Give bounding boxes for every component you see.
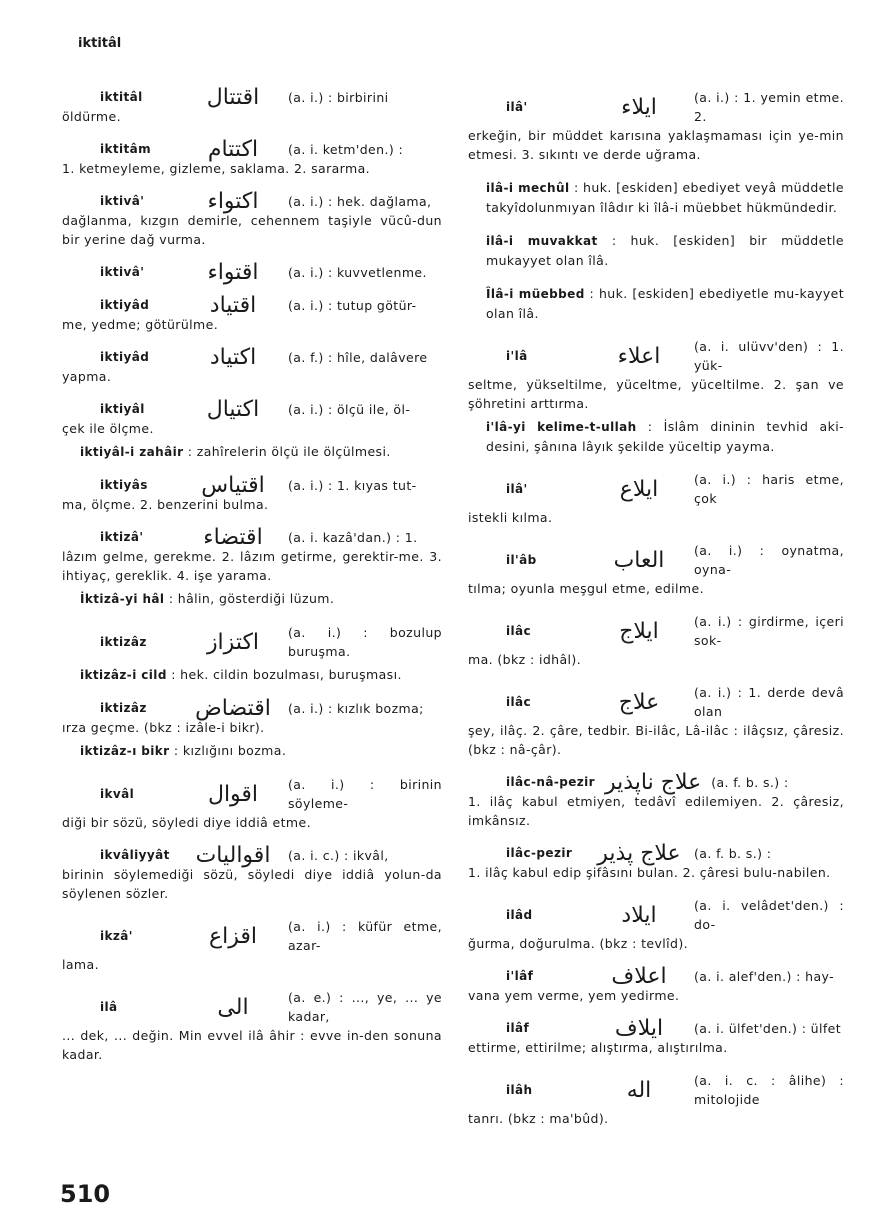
arabic-script: اكتواء [207, 189, 259, 214]
definition: (a. i.) : haris etme, çok [694, 472, 844, 506]
arabic-script: اعلاء [617, 343, 661, 369]
dictionary-entry [62, 189, 442, 249]
headword: ilâh [506, 1082, 533, 1097]
headword: ilâ-i mechûl [486, 181, 570, 195]
definition: (a. i.) : küfür etme, azar- [288, 919, 442, 953]
headword: iktivâ' [100, 265, 145, 279]
definition: (a. i.) : kuvvetlenme. [288, 265, 427, 280]
dictionary-entry [468, 612, 844, 669]
definition-continued: erkeğin, bir müddet karısına yaklaşmaması için ye-min etmesi. 3. sıkıntı ve derde uğrama. [468, 128, 844, 162]
arabic-script: ايلاء [621, 94, 657, 120]
dictionary-entry [62, 260, 442, 285]
arabic-script: اعلاف [611, 964, 667, 989]
dictionary-entry [468, 541, 844, 598]
headword: ilâ' [506, 99, 528, 114]
sub-entry [468, 284, 844, 323]
headword: ilâ-i muvakkat [486, 234, 598, 248]
definition: (a. i.) : birbirini [288, 90, 389, 105]
definition-continued: öldürme. [62, 109, 121, 124]
definition-continued: diği bir sözü, söyledi diye iddiâ etme. [62, 815, 311, 830]
arabic-script: العاب [613, 547, 665, 573]
headword: İktizâ-yi hâl [80, 592, 165, 606]
arabic-script: اكتتام [207, 137, 259, 162]
definition: : kızlığını bozma. [173, 743, 287, 758]
arabic-script: اقوال [207, 781, 259, 807]
definition-continued: ma, ölçme. 2. benzerini bulma. [62, 497, 269, 512]
arabic-script: اقتياس [201, 473, 265, 498]
left-column [62, 85, 442, 1078]
dictionary-entry [62, 85, 442, 126]
arabic-script: اقواليات [195, 843, 271, 868]
definition-continued: dağlanma, kızgın demirle, cehennem taşiyle vücû-dun bir yerine dağ vurma. [62, 213, 442, 247]
definition: (a. i.) : birinin söyleme- [288, 777, 442, 811]
arabic-script: اقزاع [208, 923, 257, 949]
dictionary-entry [468, 470, 844, 527]
dictionary-entry [468, 964, 844, 1005]
definition: (a. i.) : bozulup buruşma. [288, 625, 442, 659]
arabic-script: علاج [618, 689, 660, 715]
headword: iktitâm [100, 142, 152, 156]
arabic-script: اقتياد [209, 293, 257, 318]
headword: ikvâl [100, 786, 135, 801]
dictionary-entry [62, 988, 442, 1064]
dictionary-entry [468, 1016, 844, 1057]
definition: (a. i. ulüvv'den) : 1. yük- [694, 339, 844, 373]
definition-continued: vana yem verme, yem yedirme. [468, 988, 680, 1003]
definition-continued: birinin söylemediği sözü, söyledi diye iddiâ yolun-da söylenen sözler. [62, 867, 442, 901]
headword: iktiyâl [100, 402, 145, 416]
sub-entry [62, 741, 442, 761]
dictionary-entry [468, 1071, 844, 1128]
definition-continued: 1. ketmeyleme, gizleme, saklama. 2. sararma. [62, 161, 370, 176]
arabic-script: ايلاد [621, 902, 657, 928]
dictionary-entry [62, 473, 442, 514]
headword: ilâf [506, 1021, 530, 1035]
headword: iktiyâl-i zahâir [80, 445, 184, 459]
arabic-script: الى [217, 994, 249, 1020]
sub-entry [62, 589, 442, 609]
sub-entry [468, 178, 844, 217]
definition: : huk. [eskiden] bir müddetle mukayyet olan îlâ. [486, 233, 844, 268]
dictionary-entry [468, 683, 844, 759]
definition: : hek. cildin bozulması, buruşması. [171, 667, 402, 682]
dictionary-entry [468, 841, 844, 882]
definition: (a. i. c.) : ikvâl, [288, 848, 389, 863]
headword: iktizâz [100, 634, 147, 649]
headword: ilâc-pezir [506, 846, 573, 860]
dictionary-entry [62, 293, 442, 334]
headword: ilâd [506, 907, 533, 922]
arabic-script: اقتتال [206, 85, 260, 110]
dictionary-entry [62, 696, 442, 737]
dictionary-entry [62, 917, 442, 974]
definition-continued: yapma. [62, 369, 112, 384]
definition: : İslâm dininin tevhid aki-desini, şânına lâyık şekilde yüceltip yayma. [486, 419, 845, 454]
arabic-script: اقتضاء [203, 525, 263, 550]
definition: (a. i.) : oynatma, oyna- [694, 543, 844, 577]
definition: (a. i.) : 1. yemin etme. 2. [694, 90, 844, 124]
headword: ilâc-nâ-pezir [506, 775, 595, 789]
right-column [468, 88, 844, 1142]
headword: i'lâ [506, 348, 528, 363]
arabic-script: اكتيال [206, 397, 260, 422]
definition: (a. i.) : ölçü ile, öl- [288, 402, 411, 417]
headword: iktitâl [100, 90, 143, 104]
page-number: 510 [60, 1180, 111, 1208]
dictionary-entry [468, 896, 844, 953]
definition: (a. i. kazâ'dan.) : 1. [288, 530, 418, 545]
definition-continued: çek ile ölçme. [62, 421, 154, 436]
dictionary-entry [62, 623, 442, 661]
definition: (a. i.) : 1. kıyas tut- [288, 478, 417, 493]
definition: : huk. [eskiden] ebediyet veyâ müddetle takyîdolunmıyan îlâdır ki îlâ-i müebbet hükmündedir. [486, 180, 845, 215]
arabic-script: علاج پذير [597, 841, 681, 866]
definition: : huk. [eskiden] ebediyetle mu-kayyet olan îlâ. [486, 286, 845, 321]
arabic-script: اقتواء [207, 260, 259, 285]
headword: ilâc [506, 623, 532, 638]
definition-continued: lâzım gelme, gerekme. 2. lâzım getirme, gerektir-me. 3. ihtiyaç, gereklik. 4. işe yarama. [62, 549, 442, 583]
headword: iktizâz [100, 701, 147, 715]
sub-entry [468, 231, 844, 270]
definition-continued: me, yedme; götürülme. [62, 317, 219, 332]
sub-entry [468, 417, 844, 456]
headword: i'lâ-yi kelime-t-ullah [486, 420, 637, 434]
headword: iktiyâs [100, 478, 148, 492]
headword: ilâc [506, 694, 532, 709]
definition: (a. i.) : kızlık bozma; [288, 701, 424, 716]
definition-continued: ... dek, ... değin. Min evvel ilâ âhir : evve in-den sonuna kadar. [62, 1028, 442, 1062]
arabic-script: ايلاف [614, 1016, 664, 1041]
definition: : hâlin, gösterdiği lüzum. [168, 591, 335, 606]
definition: (a. i. ülfet'den.) : ülfet [694, 1021, 842, 1036]
definition-continued: ma. (bkz : idhâl). [468, 652, 582, 667]
dictionary-entry [62, 775, 442, 832]
definition-continued: tanrı. (bkz : ma'bûd). [468, 1111, 609, 1126]
definition: (a. i. alef'den.) : hay- [694, 969, 834, 984]
arabic-script: اكتياد [209, 345, 257, 370]
definition: (a. f. b. s.) : [711, 775, 789, 790]
headword: ikvâliyyât [100, 848, 170, 862]
headword: iktizâz-ı bikr [80, 744, 170, 758]
definition: : zahîrelerin ölçü ile ölçülmesi. [187, 444, 391, 459]
dictionary-entry [62, 345, 442, 386]
headword: ilâ [100, 999, 118, 1014]
definition: (a. i.) : 1. derde devâ olan [694, 685, 844, 719]
arabic-script: اقتضاض [195, 696, 271, 721]
dictionary-entry [62, 397, 442, 438]
sub-entry [62, 665, 442, 685]
dictionary-entry [468, 770, 844, 830]
headword: ikzâ' [100, 928, 133, 943]
definition: (a. e.) : ..., ye, ... ye kadar, [288, 990, 442, 1024]
dictionary-entry [62, 843, 442, 903]
definition-continued: tılma; oyunla meşgul etme, edilme. [468, 581, 704, 596]
definition-continued: ettirme, ettirilme; alıştırma, alıştırılma. [468, 1040, 728, 1055]
definition-continued: seltme, yükseltilme, yüceltme, yüceltilme. 2. şan ve şöhretini arttırma. [468, 377, 844, 411]
definition-continued: lama. [62, 957, 99, 972]
definition-continued: ırza geçme. (bkz : izâle-i bikr). [62, 720, 265, 735]
headword: iktiyâd [100, 350, 150, 364]
headword: ilâ' [506, 481, 528, 496]
definition: (a. i. velâdet'den.) : do- [694, 898, 844, 932]
dictionary-entry [62, 137, 442, 178]
dictionary-entry [62, 525, 442, 585]
headword: iktivâ' [100, 194, 145, 208]
headword: iktiyâd [100, 298, 150, 312]
arabic-script: ايلاع [619, 476, 659, 502]
dictionary-entry [468, 337, 844, 413]
arabic-script: ايلاج [619, 618, 659, 644]
definition-continued: şey, ilâç. 2. çâre, tedbir. Bi-ilâc, Lâ-ilâc : ilâçsız, çâresiz. (bkz : nâ-çâr). [468, 723, 844, 757]
definition-continued: istekli kılma. [468, 510, 553, 525]
definition: (a. i. ketm'den.) : [288, 142, 404, 157]
headword: Îlâ-i müebbed [486, 287, 585, 301]
arabic-script: علاج ناپذير [604, 770, 702, 795]
definition-continued: 1. ilâç kabul etmiyen, tedâvî edilemiyen. 2. çâresiz, imkânsız. [468, 794, 844, 828]
definition-continued: 1. ilâç kabul edip şifâsını bulan. 2. çâresi bulu-nabilen. [468, 865, 831, 880]
definition: (a. i.) : tutup götür- [288, 298, 417, 313]
headword: il'âb [506, 552, 537, 567]
headword: iktizâ' [100, 530, 144, 544]
definition: (a. i.) : girdirme, içeri sok- [694, 614, 844, 648]
headword: i'lâf [506, 969, 534, 983]
definition: (a. f. b. s.) : [694, 846, 772, 861]
definition: (a. f.) : hîle, dalâvere [288, 350, 428, 365]
running-head: iktitâl [78, 36, 122, 51]
arabic-script: اله [626, 1077, 652, 1103]
sub-entry [62, 442, 442, 462]
dictionary-entry [468, 88, 844, 164]
arabic-script: اكتزاز [206, 629, 260, 655]
definition: (a. i.) : hek. dağlama, [288, 194, 432, 209]
definition: (a. i. c. : âlihe) : mitolojide [694, 1073, 844, 1107]
headword: iktizâz-i cild [80, 668, 167, 682]
definition-continued: ğurma, doğurulma. (bkz : tevlîd). [468, 936, 689, 951]
